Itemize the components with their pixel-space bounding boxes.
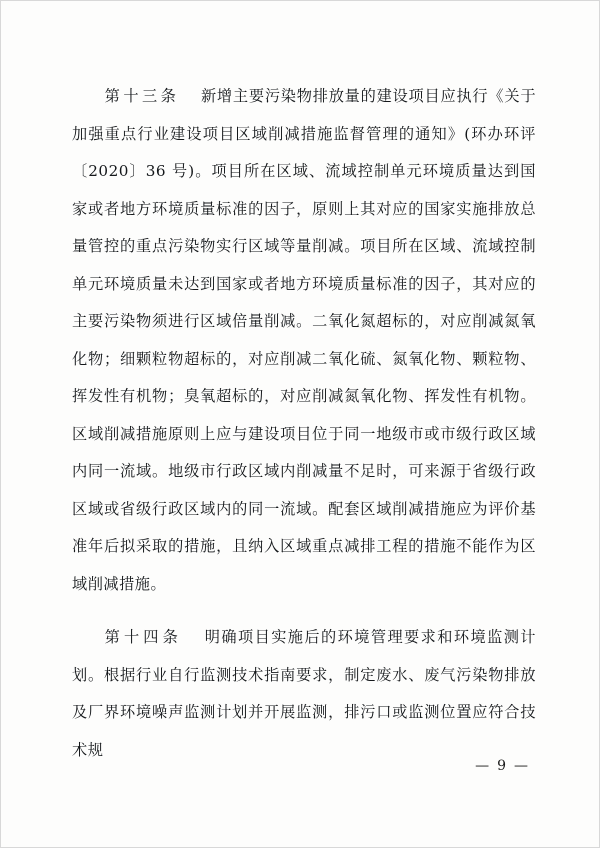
article-spacer-14 xyxy=(188,628,205,646)
footer-dash-left: — xyxy=(475,758,492,774)
article-text-13: 新增主要污染物排放量的建设项目应执行《关于加强重点行业建设项目区域削减措施监督管理的通知》(环办环评〔2020〕36 号)。项目所在区域、流域控制单元环境质量达到国家或者地方环境质量标准的因子，原则上其对应的国家实施排放总量管控的重点污染物实行区域等量削减。项目所在区域、流域控制单元环境质量未达到国家或者地方环境质量标准的因子，其对应的主要污染物须进行区域倍量削减。二氧化氮超标的，对应削减氮氧化物；细颗粒物超标的，对应削减二氧化硫、氮氧化物、颗粒物、挥发性有机物；臭氧超标的，对应削减氮氧化物、挥发性有机物。区域削减措施原则上应与建设项目位于同一地级市或市级行政区域内同一流域。地级市行政区域内削减量不足时，可来源于省级行政区域或省级行政区域内的同一流域。配套区域削减措施应为评价基准年后拟采取的措施，且纳入区域重点减排工程的措施不能作为区域削减措施。 xyxy=(72,87,536,593)
article-heading-14: 第十四条 xyxy=(104,628,182,646)
article-spacer-13 xyxy=(185,87,201,105)
document-body xyxy=(72,78,536,769)
paragraph-article-14 xyxy=(72,619,536,769)
paragraph-article-13 xyxy=(72,78,536,603)
page-number: 9 xyxy=(497,758,508,774)
page-footer xyxy=(469,758,536,774)
footer-dash-right: — xyxy=(514,758,530,774)
article-text-14: 明确项目实施后的环境管理要求和环境监测计划。根据行业自行监测技术指南要求，制定废水、废气污染物排放及厂界环境噪声监测计划并开展监测，排污口或监测位置应符合技术规 xyxy=(72,628,536,759)
article-heading-13: 第十三条 xyxy=(104,87,180,105)
